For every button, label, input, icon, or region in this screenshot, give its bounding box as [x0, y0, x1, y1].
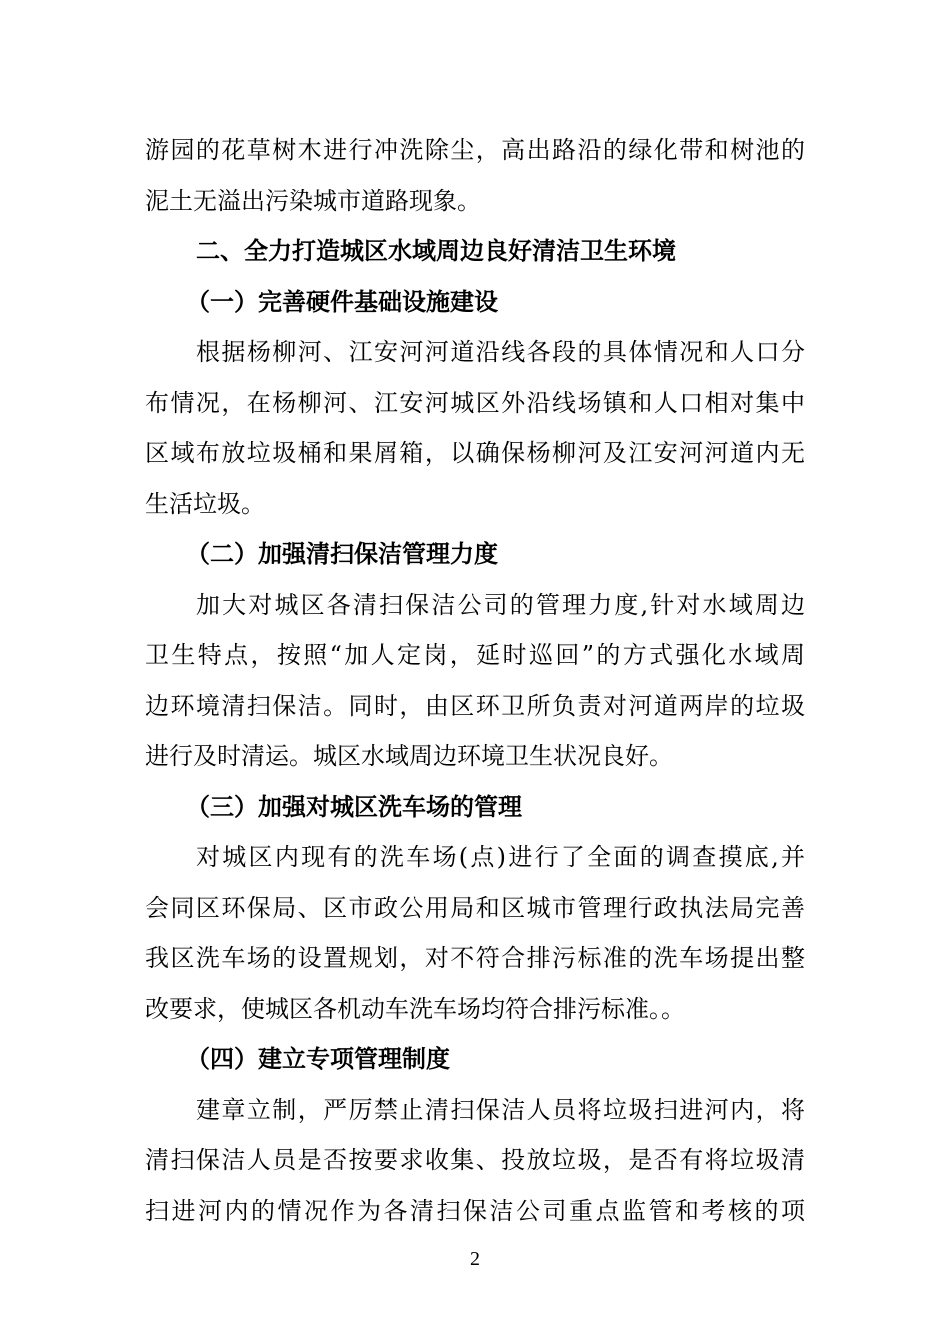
subsection-heading: （三）加强对城区洗车场的管理 [186, 793, 522, 821]
subsection-heading: （一）完善硬件基础设施建设 [186, 288, 498, 316]
section-heading: 二、全力打造城区水域周边良好清洁卫生环境 [196, 237, 676, 265]
body-text-line: 泥土无溢出污染城市道路现象。 [145, 187, 481, 215]
body-text-line: 进行及时清运。城区水域周边环境卫生状况良好。 [145, 742, 673, 770]
body-text-line: 生活垃圾。 [145, 490, 265, 518]
body-text-line: 会同区环保局、区市政公用局和区城市管理行政执法局完善 [145, 894, 805, 922]
body-text-line: 游园的花草树木进行冲洗除尘，高出路沿的绿化带和树池的 [145, 136, 805, 164]
body-text-line: 卫生特点，按照“加人定岗，延时巡回”的方式强化水域周 [145, 641, 805, 669]
body-text-line: 改要求，使城区各机动车洗车场均符合排污标准。。 [145, 995, 685, 1023]
body-text-line: 清扫保洁人员是否按要求收集、投放垃圾，是否有将垃圾清 [145, 1146, 805, 1174]
body-text-line: 根据杨柳河、江安河河道沿线各段的具体情况和人口分 [196, 338, 805, 366]
body-text-line: 边环境清扫保洁。同时，由区环卫所负责对河道两岸的垃圾 [145, 692, 805, 720]
subsection-heading: （二）加强清扫保洁管理力度 [186, 540, 498, 568]
body-text-line: 我区洗车场的设置规划，对不符合排污标准的洗车场提出整 [145, 944, 805, 972]
body-text-line: 加大对城区各清扫保洁公司的管理力度,针对水域周边 [196, 591, 805, 619]
page-number: 2 [470, 1248, 480, 1270]
subsection-heading: （四）建立专项管理制度 [186, 1045, 450, 1073]
body-text-line: 对城区内现有的洗车场(点)进行了全面的调查摸底,并 [196, 843, 805, 871]
body-text-line: 扫进河内的情况作为各清扫保洁公司重点监管和考核的项 [145, 1197, 805, 1225]
body-text-line: 区域布放垃圾桶和果屑箱，以确保杨柳河及江安河河道内无 [145, 439, 805, 467]
body-text-line: 布情况，在杨柳河、江安河城区外沿线场镇和人口相对集中 [145, 389, 805, 417]
body-text-line: 建章立制，严厉禁止清扫保洁人员将垃圾扫进河内，将 [196, 1096, 805, 1124]
